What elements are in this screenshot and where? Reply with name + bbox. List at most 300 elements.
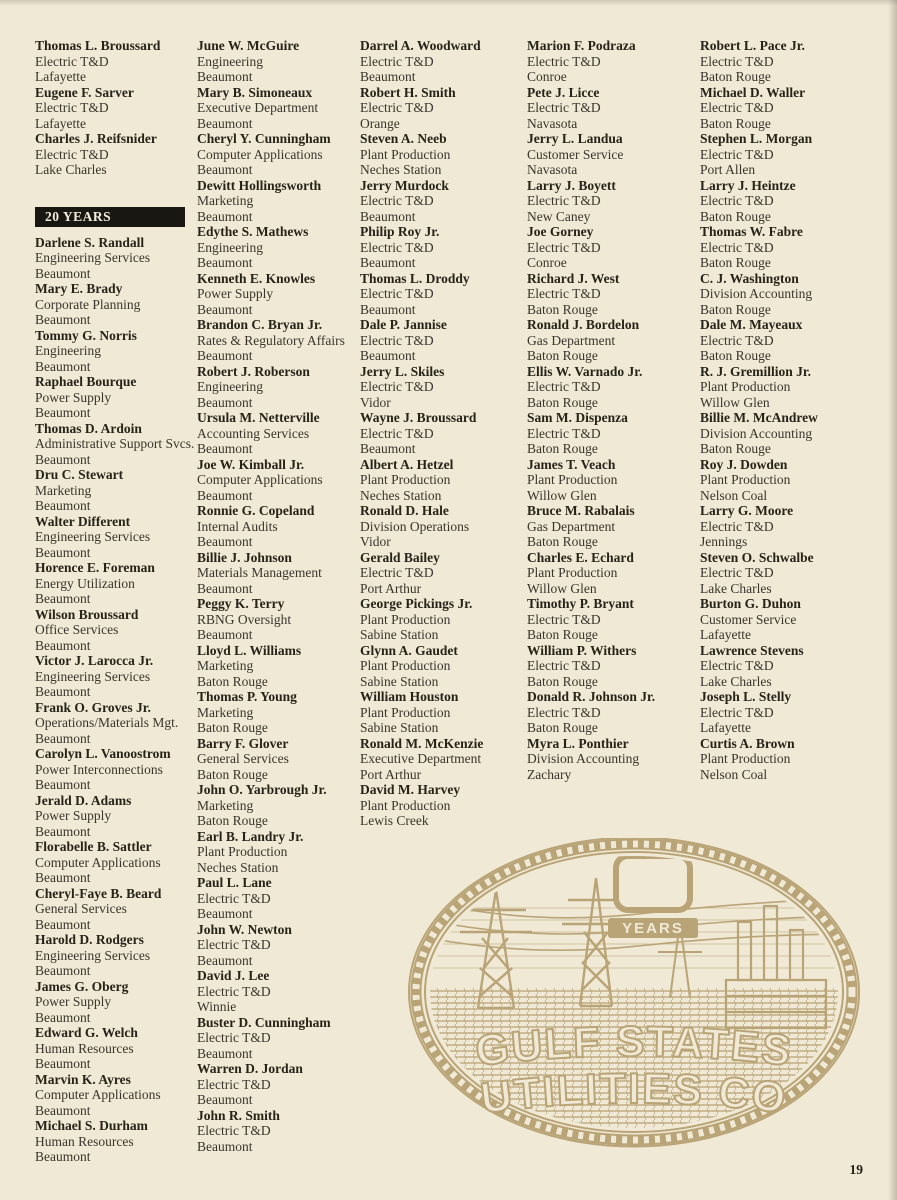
page-number: 19 [849, 1162, 863, 1177]
person-name: Roy J. Dowden [700, 456, 788, 472]
person-name: Ronald M. McKenzie [360, 735, 484, 751]
person-department: Electric T&D [360, 239, 434, 255]
person-name: Bruce M. Rabalais [527, 503, 635, 518]
gulf-states-utilities-logo [408, 838, 860, 1150]
person-entry [527, 410, 695, 457]
person-department: Electric T&D [35, 100, 109, 115]
person-name: Charles J. Reifsnider [35, 131, 157, 146]
person-department: Materials Management [197, 565, 322, 580]
person-entry [35, 38, 203, 85]
person-location: Nelson Coal [700, 487, 768, 503]
person-name: Mary E. Brady [35, 281, 123, 296]
person-name: Ronald J. Bordelon [527, 317, 640, 332]
person-location: Lafayette [35, 115, 86, 131]
person-department: Operations/Materials Mgt. [35, 715, 179, 730]
person-location: Neches Station [197, 859, 279, 875]
person-name: John W. Newton [197, 921, 292, 937]
person-location: Baton Rouge [527, 301, 598, 317]
person-name: Lawrence Stevens [700, 642, 804, 658]
person-entry [527, 689, 695, 736]
person-department: Plant Production [700, 751, 791, 766]
person-entry [360, 689, 528, 736]
person-location: Jennings [700, 534, 748, 549]
person-entry [360, 38, 528, 85]
person-department: Electric T&D [35, 146, 109, 162]
person-department: Internal Audits [197, 518, 278, 534]
person-location: Beaumont [35, 916, 91, 932]
person-location: Beaumont [35, 1009, 91, 1025]
person-name: Walter Different [35, 513, 131, 529]
person-entry [197, 922, 365, 969]
person-entry [35, 374, 203, 421]
person-entry [527, 736, 695, 783]
person-department: Electric T&D [700, 565, 774, 580]
person-entry [35, 700, 203, 747]
person-location: Baton Rouge [700, 255, 771, 270]
scan-top-shadow [0, 0, 897, 6]
person-department: Electric T&D [360, 425, 434, 441]
person-name: Thomas L. Broussard [35, 38, 161, 53]
person-name: Darlene S. Randall [35, 234, 145, 250]
person-location: Beaumont [360, 348, 416, 363]
person-entry [360, 317, 528, 364]
person-department: Electric T&D [360, 286, 434, 301]
person-name: Larry J. Boyett [527, 177, 616, 193]
person-entry [197, 38, 365, 85]
person-location: Beaumont [35, 265, 91, 281]
person-department: Customer Service [527, 146, 624, 162]
person-department: Electric T&D [700, 193, 774, 208]
person-department: Electric T&D [527, 193, 601, 208]
person-location: Baton Rouge [527, 627, 598, 642]
person-department: Gas Department [527, 332, 616, 348]
person-name: Robert H. Smith [360, 84, 456, 100]
person-department: Power Supply [35, 808, 112, 823]
person-location: Vidor [360, 534, 391, 549]
person-name: Joseph L. Stelly [700, 689, 792, 704]
name-column-5 [700, 38, 868, 782]
person-name: Jerry Murdock [360, 177, 449, 193]
person-department: General Services [35, 901, 127, 916]
person-name: Glynn A. Gaudet [360, 642, 458, 658]
person-name: Joe W. Kimball Jr. [197, 456, 305, 472]
person-name: Thomas W. Fabre [700, 224, 803, 239]
person-entry [360, 178, 528, 225]
person-location: Beaumont [197, 115, 253, 131]
person-department: Corporate Planning [35, 296, 141, 312]
person-entry [700, 550, 868, 597]
person-location: Beaumont [360, 441, 416, 456]
person-name: Myra L. Ponthier [527, 735, 629, 751]
person-name: Mary B. Simoneaux [197, 84, 313, 100]
person-location: Beaumont [197, 208, 253, 224]
person-entry [700, 596, 868, 643]
person-name: Buster D. Cunningham [197, 1014, 331, 1030]
person-location: Beaumont [35, 1056, 91, 1071]
person-name: Albert A. Hetzel [360, 456, 454, 472]
person-name: Michael D. Waller [700, 84, 806, 100]
person-entry [527, 550, 695, 597]
person-entry [700, 364, 868, 411]
person-entry [527, 596, 695, 643]
person-name: Philip Roy Jr. [360, 224, 440, 239]
person-entry [197, 643, 365, 690]
person-location: Lafayette [700, 627, 751, 642]
person-department: Electric T&D [700, 704, 774, 720]
person-department: Gas Department [527, 518, 616, 534]
person-department: Computer Applications [197, 472, 323, 487]
person-department: Engineering Services [35, 250, 151, 265]
person-department: Accounting Services [197, 425, 310, 441]
person-name: Larry G. Moore [700, 503, 794, 518]
person-name: Florabelle B. Sattler [35, 839, 152, 854]
person-entry [35, 328, 203, 375]
person-name: Tommy G. Norris [35, 327, 137, 343]
person-department: Plant Production [700, 472, 791, 487]
person-name: Cheryl-Faye B. Beard [35, 885, 162, 901]
person-entry [197, 782, 365, 829]
person-entry [700, 178, 868, 225]
person-name: Dru C. Stewart [35, 467, 124, 482]
person-location: Navasota [527, 115, 578, 131]
person-location: Sabine Station [360, 627, 439, 642]
person-location: Beaumont [197, 1138, 253, 1154]
name-column-3 [360, 38, 528, 829]
person-entry [197, 875, 365, 922]
person-entry [360, 503, 528, 550]
person-entry [35, 746, 203, 793]
person-location: Willow Glen [527, 487, 597, 503]
person-name: Dewitt Hollingsworth [197, 177, 322, 193]
person-location: Beaumont [35, 498, 91, 513]
person-department: Electric T&D [360, 193, 434, 208]
person-department: Electric T&D [360, 379, 434, 394]
person-location: Beaumont [197, 162, 253, 177]
person-entry [197, 317, 365, 364]
company-seal-illustration [408, 838, 860, 1150]
person-entry [360, 85, 528, 132]
person-location: Navasota [527, 162, 578, 177]
person-department: Computer Applications [35, 854, 161, 870]
person-location: Beaumont [35, 451, 91, 467]
person-department: Electric T&D [360, 332, 434, 348]
person-entry [35, 607, 203, 654]
person-entry [700, 643, 868, 690]
person-location: Baton Rouge [527, 720, 598, 735]
person-location: Beaumont [35, 730, 91, 746]
person-entry [700, 131, 868, 178]
person-location: Conroe [527, 69, 567, 84]
person-department: Marketing [197, 797, 254, 813]
person-department: Plant Production [527, 472, 618, 487]
person-department: Electric T&D [527, 100, 601, 115]
person-location: Beaumont [360, 69, 416, 84]
person-location: Beaumont [197, 441, 253, 456]
person-department: Electric T&D [527, 53, 601, 69]
tv-badge [616, 856, 690, 910]
person-entry [197, 968, 365, 1015]
person-department: Electric T&D [700, 332, 774, 348]
person-entry [700, 317, 868, 364]
person-entry [527, 643, 695, 690]
person-department: Electric T&D [197, 1123, 271, 1138]
person-name: Warren D. Jordan [197, 1061, 303, 1076]
person-name: Carolyn L. Vanoostrom [35, 746, 171, 761]
person-name: David J. Lee [197, 968, 270, 983]
person-location: Baton Rouge [700, 348, 771, 363]
person-department: RBNG Oversight [197, 611, 292, 627]
logo-company-name-line1: GULF STATES [473, 1017, 796, 1076]
person-name: James G. Oberg [35, 978, 129, 994]
person-department: Electric T&D [700, 658, 774, 673]
person-entry [360, 410, 528, 457]
person-name: Peggy K. Terry [197, 596, 285, 611]
person-location: Baton Rouge [700, 115, 771, 131]
person-entry [527, 85, 695, 132]
person-entry [35, 421, 203, 468]
person-entry [527, 271, 695, 318]
person-location: Beaumont [35, 963, 91, 978]
person-department: Marketing [197, 193, 254, 208]
person-name: Robert L. Pace Jr. [700, 38, 805, 53]
person-location: Beaumont [360, 301, 416, 317]
person-location: Baton Rouge [527, 394, 598, 410]
person-location: Baton Rouge [700, 69, 771, 84]
person-entry [700, 457, 868, 504]
person-location: Beaumont [35, 637, 91, 653]
person-name: Joe Gorney [527, 224, 594, 239]
person-department: Electric T&D [197, 1076, 271, 1092]
person-department: Engineering [197, 379, 263, 394]
person-name: Larry J. Heintze [700, 177, 796, 193]
person-entry [35, 886, 203, 933]
person-location: Baton Rouge [527, 348, 598, 363]
person-entry [35, 85, 203, 132]
person-location: Beaumont [197, 627, 253, 642]
person-location: Beaumont [197, 906, 253, 921]
logo-company-name-line2: UTILITIES CO [478, 1064, 790, 1124]
person-location: Port Arthur [360, 766, 422, 782]
person-location: Beaumont [197, 580, 253, 596]
person-entry [360, 131, 528, 178]
person-name: Pete J. Licce [527, 84, 600, 100]
person-name: Ursula M. Netterville [197, 410, 320, 425]
person-department: Electric T&D [197, 1030, 271, 1045]
person-location: Beaumont [35, 591, 91, 606]
person-location: Baton Rouge [527, 441, 598, 456]
person-location: Beaumont [360, 208, 416, 224]
person-entry [527, 364, 695, 411]
person-department: Plant Production [360, 704, 451, 720]
person-location: Winnie [197, 999, 237, 1014]
person-location: Lake Charles [35, 162, 107, 177]
person-department: Electric T&D [700, 239, 774, 255]
person-department: Rates & Regulatory Affairs [197, 332, 345, 348]
person-location: Lewis Creek [360, 813, 429, 828]
person-name: Marvin K. Ayres [35, 1071, 131, 1087]
person-name: Ronnie G. Copeland [197, 503, 315, 518]
person-location: Lafayette [35, 69, 86, 84]
person-entry [197, 596, 365, 643]
person-entry [360, 550, 528, 597]
person-entry [360, 782, 528, 829]
person-name: Wilson Broussard [35, 606, 139, 622]
person-location: Orange [360, 115, 400, 131]
person-name: Thomas L. Droddy [360, 270, 470, 286]
person-entry [35, 1072, 203, 1119]
person-entry [35, 1025, 203, 1072]
person-department: Executive Department [360, 751, 482, 766]
person-location: Lake Charles [700, 580, 772, 596]
person-location: Vidor [360, 394, 391, 410]
person-name: Cheryl Y. Cunningham [197, 131, 331, 146]
person-entry [35, 467, 203, 514]
person-department: Plant Production [360, 611, 451, 627]
person-entry [360, 271, 528, 318]
person-entry [527, 503, 695, 550]
person-entry [197, 1108, 365, 1155]
person-entry [35, 281, 203, 328]
person-name: Brandon C. Bryan Jr. [197, 317, 323, 332]
person-entry [197, 271, 365, 318]
person-department: Electric T&D [700, 53, 774, 69]
person-location: Conroe [527, 255, 567, 270]
person-department: Electric T&D [35, 53, 109, 69]
person-department: Plant Production [360, 658, 451, 673]
person-location: Lafayette [700, 720, 751, 735]
person-location: Port Allen [700, 162, 756, 177]
person-name: Frank O. Groves Jr. [35, 699, 151, 715]
person-department: Executive Department [197, 100, 319, 115]
person-location: Baton Rouge [700, 208, 771, 224]
person-name: Edythe S. Mathews [197, 224, 309, 239]
person-entry [197, 364, 365, 411]
person-location: Beaumont [197, 534, 253, 549]
person-entry [700, 38, 868, 85]
person-name: Jerry L. Skiles [360, 363, 445, 379]
person-entry [35, 514, 203, 561]
person-name: Edward G. Welch [35, 1025, 138, 1040]
person-department: Engineering [197, 53, 263, 69]
person-name: Eugene F. Sarver [35, 84, 134, 100]
person-entry [197, 829, 365, 876]
person-name: Steven O. Schwalbe [700, 549, 814, 565]
person-entry [197, 550, 365, 597]
person-entry [197, 85, 365, 132]
person-entry [35, 131, 203, 178]
person-location: Baton Rouge [527, 673, 598, 689]
person-entry [360, 596, 528, 643]
person-department: Electric T&D [527, 379, 601, 394]
person-name: Thomas D. Ardoin [35, 420, 142, 436]
person-name: Sam M. Dispenza [527, 410, 628, 425]
person-entry [360, 457, 528, 504]
person-department: Electric T&D [197, 890, 271, 906]
person-department: Marketing [35, 482, 92, 498]
person-entry [527, 317, 695, 364]
person-entry [35, 235, 203, 282]
person-entry [360, 643, 528, 690]
person-location: Baton Rouge [197, 813, 268, 828]
person-entry [360, 736, 528, 783]
person-entry [197, 224, 365, 271]
person-name: Barry F. Glover [197, 735, 289, 751]
person-entry [360, 224, 528, 271]
person-department: Power Supply [35, 389, 112, 405]
person-location: Beaumont [197, 487, 253, 503]
person-department: Electric T&D [197, 937, 271, 952]
person-entry [197, 1061, 365, 1108]
person-department: Plant Production [527, 565, 618, 580]
person-location: Beaumont [197, 255, 253, 270]
person-location: Neches Station [360, 162, 442, 177]
name-column-4 [527, 38, 695, 782]
person-location: Baton Rouge [197, 720, 268, 735]
person-department: Electric T&D [527, 425, 601, 441]
person-name: Burton G. Duhon [700, 596, 801, 611]
person-name: Stephen L. Morgan [700, 131, 813, 146]
person-location: Willow Glen [700, 394, 770, 410]
person-location: Beaumont [197, 1045, 253, 1061]
person-department: Plant Production [360, 146, 451, 162]
person-entry [197, 689, 365, 736]
person-name: Dale M. Mayeaux [700, 317, 803, 332]
person-department: Electric T&D [360, 565, 434, 580]
person-department: Human Resources [35, 1133, 134, 1149]
person-location: Beaumont [197, 69, 253, 84]
person-entry [197, 1015, 365, 1062]
person-name: Charles E. Echard [527, 549, 634, 565]
person-entry [35, 932, 203, 979]
person-department: Engineering [35, 343, 101, 358]
person-department: Computer Applications [35, 1087, 161, 1102]
person-location: Beaumont [35, 544, 91, 560]
person-department: Office Services [35, 622, 119, 637]
person-location: Lake Charles [700, 673, 772, 689]
person-name: Steven A. Neeb [360, 131, 447, 146]
person-entry [700, 689, 868, 736]
person-department: Engineering [197, 239, 263, 255]
person-department: Power Supply [35, 994, 112, 1009]
person-department: Division Accounting [700, 425, 813, 441]
person-location: Zachary [527, 766, 572, 782]
person-entry [700, 503, 868, 550]
person-entry [700, 271, 868, 318]
person-name: Gerald Bailey [360, 549, 440, 565]
person-department: Marketing [197, 704, 254, 720]
person-name: Curtis A. Brown [700, 735, 795, 751]
person-name: Wayne J. Broussard [360, 410, 477, 425]
person-department: Power Interconnections [35, 761, 163, 777]
person-location: Baton Rouge [197, 766, 268, 782]
person-entry [35, 653, 203, 700]
person-department: Electric T&D [527, 704, 601, 720]
person-location: Baton Rouge [527, 534, 598, 549]
person-location: Beaumont [35, 870, 91, 885]
person-name: R. J. Gremillion Jr. [700, 363, 811, 379]
person-entry [197, 736, 365, 783]
person-name: Harold D. Rodgers [35, 932, 144, 947]
person-department: Electric T&D [700, 100, 774, 115]
person-entry [35, 839, 203, 886]
person-name: Paul L. Lane [197, 875, 272, 890]
person-entry [527, 131, 695, 178]
person-department: Division Accounting [700, 286, 813, 301]
person-entry [35, 793, 203, 840]
person-name: Horence E. Foreman [35, 560, 155, 575]
person-location: Beaumont [35, 1149, 91, 1164]
person-department: Division Operations [360, 518, 470, 534]
